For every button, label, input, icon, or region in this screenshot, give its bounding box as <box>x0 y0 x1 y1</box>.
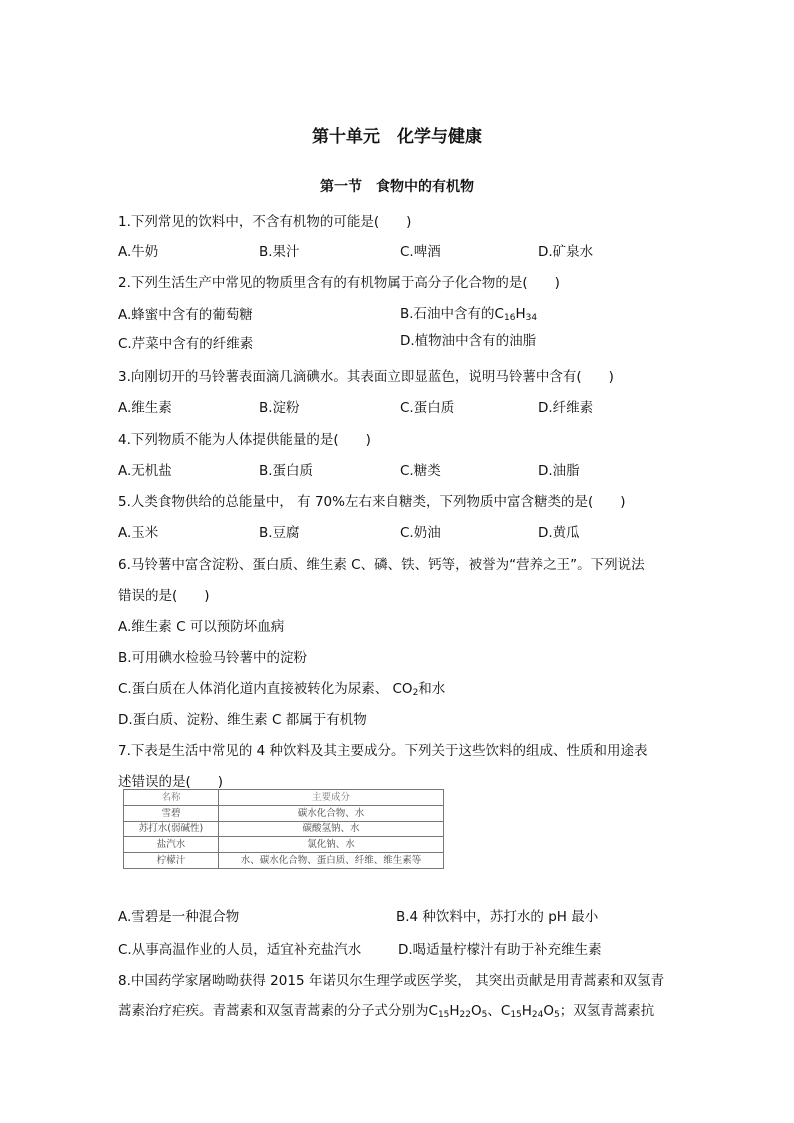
q7-option-d: D.喝适量柠檬汁有助于补充维生素 <box>398 942 602 958</box>
q7-option-c: C.从事高温作业的人员，适宜补充盐汽水 <box>118 942 362 958</box>
question-6-stem-line1: 6.马铃薯中富含淀粉、蛋白质、维生素 C、磷、铁、钙等，被誉为“营养之王”。下列说法 <box>118 557 645 573</box>
q5-option-c: C.奶油 <box>400 525 441 541</box>
question-3-stem: 3.向刚切开的马铃薯表面滴几滴碘水。其表面立即显蓝色，说明马铃薯中含有( ) <box>118 369 614 385</box>
q1-option-b: B.果汁 <box>259 244 300 260</box>
question-7-stem-line1: 7.下表是生活中常见的 4 种饮料及其主要成分。下列关于这些饮料的组成、性质和用途表 <box>118 743 648 759</box>
question-8-line2: 蒿素治疗疟疾。青蒿素和双氢青蒿素的分子式分别为$C_{15}H_{22}O_5$、$C_{15}H_{24}O_5$；双氢青蒿素抗 <box>118 1003 655 1020</box>
q5-option-a: A.玉米 <box>118 525 159 541</box>
question-4-stem: 4.下列物质不能为人体提供能量的是( ) <box>118 432 371 448</box>
table-row <box>124 837 444 853</box>
table-header-row <box>124 790 444 806</box>
q1-option-c: C.啤酒 <box>400 244 441 260</box>
question-8-line1: 8.中国药学家屠呦呦获得 2015 年诺贝尔生理学或医学奖， 其突出贡献是用青蒿素和双氢青 <box>118 973 665 989</box>
table-cell: 苏打水(弱碱性) <box>124 821 219 837</box>
q2-option-c: C.芹菜中含有的纤维素 <box>118 336 254 352</box>
table-header-ingredients: 主要成分 <box>219 790 444 806</box>
question-1-stem: 1.下列常见的饮料中，不含有机物的可能是( ) <box>118 214 412 230</box>
q3-option-c: C.蛋白质 <box>400 400 455 416</box>
question-6-stem-line2: 错误的是( ) <box>118 588 210 604</box>
q2-option-d: D.植物油中含有的油脂 <box>400 333 537 349</box>
q2-option-b: B.石油中含有的$C_{16}H_{34}$ <box>400 306 538 323</box>
q6-option-b: B.可用碘水检验马铃薯中的淀粉 <box>118 650 308 666</box>
table-row <box>124 853 444 869</box>
q7-option-b: B.4 种饮料中，苏打水的 pH 最小 <box>396 909 599 925</box>
question-7-stem-line2: 述错误的是( ) <box>118 774 224 790</box>
q4-option-a: A.无机盐 <box>118 463 172 479</box>
q5-option-d: D.黄瓜 <box>538 525 580 541</box>
q3-option-b: B.淀粉 <box>259 400 300 416</box>
table-cell: 水、碳水化合物、蛋白质、纤维、维生素等 <box>219 853 444 869</box>
q4-option-b: B.蛋白质 <box>259 463 314 479</box>
q4-option-d: D.油脂 <box>538 463 580 479</box>
question-2-stem: 2.下列生活生产中常见的物质里含有的有机物属于高分子化合物的是( ) <box>118 275 560 291</box>
q2-option-a: A.蜂蜜中含有的葡萄糖 <box>118 307 253 323</box>
q1-option-a: A.牛奶 <box>118 244 159 260</box>
table-cell: 碳酸氢钠、水 <box>219 821 444 837</box>
table-cell: 碳水化合物、水 <box>219 805 444 821</box>
beverage-table <box>123 789 444 869</box>
q3-option-a: A.维生素 <box>118 400 172 416</box>
q3-option-d: D.纤维素 <box>538 400 594 416</box>
table-cell: 柠檬汁 <box>124 853 219 869</box>
table-header-name: 名称 <box>124 790 219 806</box>
q6-option-c: C.蛋白质在人体消化道内直接被转化为尿素、 $CO_2$和水 <box>118 681 446 698</box>
section-title: 第一节 食物中的有机物 <box>320 179 474 195</box>
table-cell: 氯化钠、水 <box>219 837 444 853</box>
q6-option-a: A.维生素 C 可以预防坏血病 <box>118 619 285 635</box>
table-row <box>124 805 444 821</box>
table-cell: 盐汽水 <box>124 837 219 853</box>
q4-option-c: C.糖类 <box>400 463 441 479</box>
q7-option-a: A.雪碧是一种混合物 <box>118 909 240 925</box>
table-cell: 雪碧 <box>124 805 219 821</box>
q1-option-d: D.矿泉水 <box>538 244 594 260</box>
table-row <box>124 821 444 837</box>
q6-option-d: D.蛋白质、淀粉、维生素 C 都属于有机物 <box>118 712 367 728</box>
q5-option-b: B.豆腐 <box>259 525 300 541</box>
question-5-stem: 5.人类食物供给的总能量中， 有 70%左右来自糖类，下列物质中富含糖类的是( ) <box>118 494 626 510</box>
unit-title: 第十单元 化学与健康 <box>312 127 482 147</box>
